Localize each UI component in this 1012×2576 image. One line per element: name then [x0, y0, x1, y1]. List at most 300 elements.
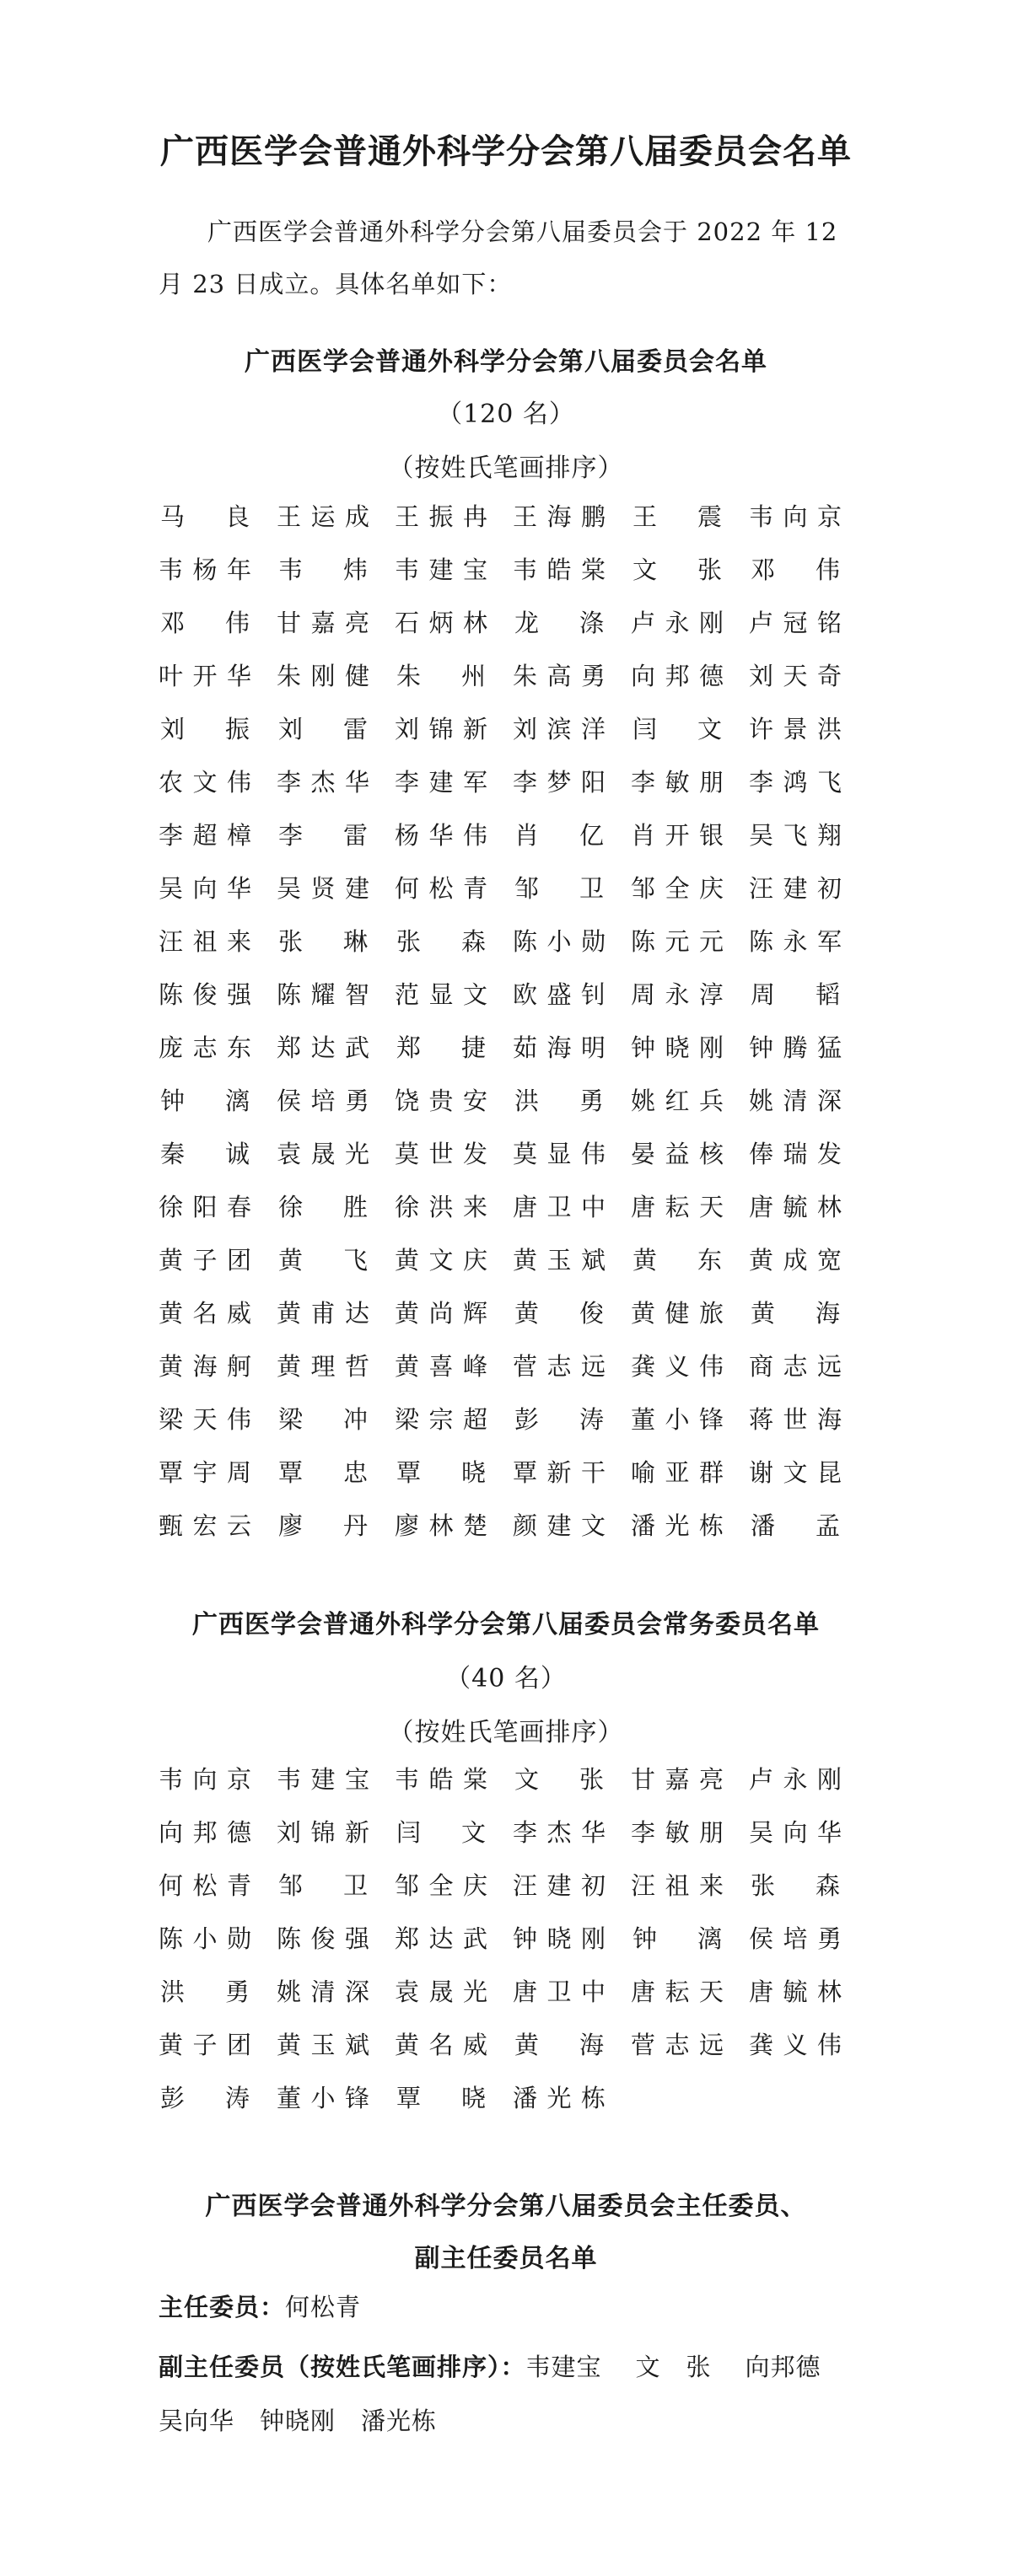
name-cell [277, 967, 395, 1020]
member-name: 卢 永 刚 [749, 1765, 842, 1794]
member-name: 张 森 [396, 927, 486, 956]
name-cell [749, 1073, 867, 1126]
member-name: 龙 涤 [514, 609, 604, 637]
member-name: 钟 漓 [632, 1924, 722, 1953]
name-cell [159, 1339, 277, 1392]
name-cell [631, 1445, 749, 1498]
member-name: 韦 杨 年 [159, 555, 251, 584]
member-name: 黄 喜 峰 [395, 1352, 487, 1381]
name-cell [395, 1498, 513, 1551]
member-name: 徐 胜 [278, 1193, 368, 1221]
standing-count: （40 名） [445, 1664, 567, 1693]
name-cell [513, 648, 631, 701]
member-name: 李 鸿 飞 [749, 768, 842, 797]
name-cell [513, 1392, 631, 1445]
standing-name-grid [159, 1752, 867, 2123]
name-cell [277, 1339, 395, 1392]
name-cell [631, 1964, 749, 2017]
member-name: 王 震 [632, 502, 722, 531]
member-name: 吴 贤 建 [277, 874, 369, 903]
standing-order-note: （按姓氏笔画排序） [388, 1718, 624, 1747]
name-cell [749, 861, 867, 914]
name-cell [631, 1126, 749, 1179]
name-cell [631, 967, 749, 1020]
member-name: 刘 锦 新 [395, 715, 487, 743]
vice-name: 韦建宝 [525, 2353, 602, 2381]
member-name: 卢 永 刚 [631, 609, 724, 637]
member-name: 潘 光 栋 [513, 2084, 606, 2112]
member-name: 韦 向 京 [159, 1765, 251, 1794]
member-name: 黄 玉 斌 [513, 1246, 606, 1275]
name-cell [749, 1498, 867, 1551]
chair-name: 何松青 [285, 2293, 362, 2321]
member-name: 汪 建 初 [513, 1871, 606, 1900]
member-name: 陈 俊 强 [159, 980, 251, 1009]
name-cell [631, 754, 749, 808]
name-cell [631, 808, 749, 861]
name-cell [513, 2017, 631, 2070]
member-name: 周 永 淳 [631, 980, 724, 1009]
member-name: 肖 亿 [514, 821, 604, 850]
name-cell [395, 2017, 513, 2070]
member-name: 龚 义 伟 [631, 1352, 724, 1381]
name-cell [159, 1020, 277, 1073]
name-cell [159, 648, 277, 701]
vice-name: 向邦德 [745, 2353, 821, 2381]
member-name: 李 敏 朋 [631, 768, 724, 797]
member-name: 闫 文 [632, 715, 722, 743]
name-cell [513, 1858, 631, 1911]
name-cell [749, 808, 867, 861]
name-cell [277, 1911, 395, 1964]
name-cell [513, 914, 631, 967]
name-cell [749, 648, 867, 701]
name-cell [513, 2070, 631, 2123]
member-name: 黄 甫 达 [277, 1299, 369, 1328]
name-cell [513, 1126, 631, 1179]
name-cell [631, 701, 749, 754]
name-cell [395, 1020, 513, 1073]
name-cell [277, 701, 395, 754]
name-cell [395, 967, 513, 1020]
committee-title: 广西医学会普通外科学分会第八届委员会名单 [245, 347, 767, 377]
name-cell [277, 1964, 395, 2017]
member-name: 喻 亚 群 [631, 1458, 724, 1487]
name-cell [749, 595, 867, 648]
member-name: 甘 嘉 亮 [277, 609, 369, 637]
name-cell [749, 754, 867, 808]
chair-line [159, 2289, 884, 2323]
chair-label: 主任委员： [159, 2293, 286, 2321]
name-cell [749, 1126, 867, 1179]
member-name: 董 小 锋 [277, 2084, 369, 2112]
member-name: 王 海 鹏 [513, 502, 606, 531]
name-cell [159, 2070, 277, 2123]
name-cell [513, 967, 631, 1020]
member-name: 菅 志 远 [513, 1352, 606, 1381]
member-name: 姚 清 深 [749, 1087, 842, 1115]
name-cell [513, 1498, 631, 1551]
member-name: 吴 飞 翔 [749, 821, 842, 850]
name-cell [395, 1964, 513, 2017]
name-cell [631, 1805, 749, 1858]
member-name: 陈 小 勋 [513, 927, 606, 956]
member-name: 陈 耀 智 [277, 980, 369, 1009]
member-name: 姚 红 兵 [631, 1087, 724, 1115]
name-cell [159, 1179, 277, 1232]
name-cell [277, 2070, 395, 2123]
name-cell [159, 1498, 277, 1551]
member-name: 汪 祖 来 [159, 927, 251, 956]
member-name: 梁 冲 [278, 1405, 368, 1434]
member-name: 唐 毓 林 [749, 1978, 842, 2006]
name-cell [159, 489, 277, 542]
name-cell [749, 1964, 867, 2017]
member-name: 马 良 [160, 502, 250, 531]
member-name: 黄 飞 [278, 1246, 368, 1275]
name-cell [749, 914, 867, 967]
member-name: 洪 勇 [514, 1087, 604, 1115]
standing-title: 广西医学会普通外科学分会第八届委员会常务委员名单 [192, 1610, 820, 1640]
member-name: 吴 向 华 [749, 1818, 842, 1847]
name-cell [631, 1752, 749, 1805]
name-cell [277, 1498, 395, 1551]
member-name: 黄 东 [632, 1246, 722, 1275]
name-cell [395, 1339, 513, 1392]
member-name: 李 超 樟 [159, 821, 251, 850]
member-name: 黄 玉 斌 [277, 2031, 369, 2059]
member-name: 李 梦 阳 [513, 768, 606, 797]
member-name: 韦 建 宝 [395, 555, 487, 584]
member-name: 文 张 [514, 1765, 604, 1794]
member-name: 邓 伟 [751, 555, 840, 584]
name-cell [395, 1445, 513, 1498]
name-cell [631, 1339, 749, 1392]
member-name: 陈 小 勋 [159, 1924, 251, 1953]
name-cell [159, 1964, 277, 2017]
name-cell [749, 1911, 867, 1964]
committee-name-grid [159, 489, 867, 1551]
member-name: 李 建 军 [395, 768, 487, 797]
member-name: 蒋 世 海 [749, 1405, 842, 1434]
name-cell [277, 914, 395, 967]
name-cell [277, 648, 395, 701]
member-name: 叶 开 华 [159, 662, 251, 690]
leaders-title-line2: 副主任委员名单 [414, 2244, 598, 2273]
member-name: 唐 卫 中 [513, 1193, 606, 1221]
member-name: 向 邦 德 [631, 662, 724, 690]
member-name: 袁 晟 光 [395, 1978, 487, 2006]
name-cell [631, 1911, 749, 1964]
name-cell [395, 861, 513, 914]
name-cell [513, 861, 631, 914]
name-cell [159, 542, 277, 595]
member-name: 颜 建 文 [513, 1511, 606, 1540]
name-cell [159, 701, 277, 754]
member-name: 文 张 [632, 555, 722, 584]
name-cell [159, 914, 277, 967]
member-name: 莫 显 伟 [513, 1140, 606, 1168]
member-name: 许 景 洪 [749, 715, 842, 743]
name-cell [513, 754, 631, 808]
name-cell [277, 1752, 395, 1805]
name-cell [749, 1179, 867, 1232]
name-cell [631, 489, 749, 542]
member-name: 徐 洪 来 [395, 1193, 487, 1221]
vice-name: 文 张 [635, 2353, 712, 2381]
member-name: 钟 腾 猛 [749, 1033, 842, 1062]
member-name: 黄 海 [514, 2031, 604, 2059]
committee-order-note: （按姓氏笔画排序） [388, 453, 624, 483]
member-name: 陈 元 元 [631, 927, 724, 956]
name-cell [513, 1445, 631, 1498]
member-name: 向 邦 德 [159, 1818, 251, 1847]
vice-chair-block [159, 2340, 884, 2448]
member-name: 郑 达 武 [395, 1924, 487, 1953]
name-cell [277, 542, 395, 595]
member-name: 欧 盛 钊 [513, 980, 606, 1009]
member-name: 潘 孟 [751, 1511, 840, 1540]
member-name: 何 松 青 [159, 1871, 251, 1900]
vice-name: 吴向华 [159, 2407, 235, 2435]
name-cell [631, 1232, 749, 1285]
member-name: 朱 州 [396, 662, 486, 690]
name-cell [395, 648, 513, 701]
name-cell [749, 1020, 867, 1073]
vice-name: 钟晓刚 [260, 2407, 336, 2435]
member-name: 黄 海 [751, 1299, 840, 1328]
name-cell [631, 542, 749, 595]
member-name: 吴 向 华 [159, 874, 251, 903]
name-cell [631, 914, 749, 967]
member-name: 龚 义 伟 [749, 2031, 842, 2059]
member-name: 韦 炜 [278, 555, 368, 584]
member-name: 唐 耘 天 [631, 1978, 724, 2006]
name-cell [513, 1752, 631, 1805]
member-name: 潘 光 栋 [631, 1511, 724, 1540]
name-cell [277, 808, 395, 861]
member-name: 梁 天 伟 [159, 1405, 251, 1434]
name-cell [277, 1858, 395, 1911]
name-cell [159, 1126, 277, 1179]
name-cell [159, 1805, 277, 1858]
name-cell [513, 1911, 631, 1964]
member-name: 彭 涛 [160, 2084, 250, 2112]
name-cell [749, 1285, 867, 1339]
member-name: 何 松 青 [395, 874, 487, 903]
member-name: 庞 志 东 [159, 1033, 251, 1062]
name-cell [277, 1285, 395, 1339]
member-name: 茹 海 明 [513, 1033, 606, 1062]
name-cell [395, 489, 513, 542]
member-name: 李 杰 华 [513, 1818, 606, 1847]
member-name: 唐 卫 中 [513, 1978, 606, 2006]
member-name: 石 炳 林 [395, 609, 487, 637]
name-cell [159, 1445, 277, 1498]
member-name: 秦 诚 [160, 1140, 250, 1168]
member-name: 黄 健 旅 [631, 1299, 724, 1328]
member-name: 陈 俊 强 [277, 1924, 369, 1953]
member-name: 钟 晓 刚 [513, 1924, 606, 1953]
name-cell [513, 1073, 631, 1126]
member-name: 莫 世 发 [395, 1140, 487, 1168]
name-cell [513, 701, 631, 754]
member-name: 黄 名 威 [395, 2031, 487, 2059]
name-cell [631, 1179, 749, 1232]
member-name: 刘 振 [160, 715, 250, 743]
member-name: 邓 伟 [160, 609, 250, 637]
member-name: 闫 文 [396, 1818, 486, 1847]
name-cell [631, 1392, 749, 1445]
member-name: 刘 滨 洋 [513, 715, 606, 743]
name-cell [395, 1392, 513, 1445]
member-name: 肖 开 银 [631, 821, 724, 850]
committee-count: （120 名） [437, 400, 575, 429]
name-cell [159, 861, 277, 914]
member-name: 彭 涛 [514, 1405, 604, 1434]
name-cell [395, 914, 513, 967]
name-cell [395, 1805, 513, 1858]
name-cell [631, 861, 749, 914]
name-cell [749, 701, 867, 754]
member-name: 甘 嘉 亮 [631, 1765, 724, 1794]
member-name: 洪 勇 [160, 1978, 250, 2006]
member-name: 覃 晓 [396, 2084, 486, 2112]
name-cell [395, 1179, 513, 1232]
member-name: 陈 永 军 [749, 927, 842, 956]
member-name: 韦 向 京 [749, 502, 842, 531]
name-cell [277, 1392, 395, 1445]
name-cell [395, 1232, 513, 1285]
name-cell [513, 1020, 631, 1073]
name-cell [277, 489, 395, 542]
member-name: 侯 培 勇 [749, 1924, 842, 1953]
name-cell [395, 1858, 513, 1911]
name-cell [513, 1964, 631, 2017]
name-cell [159, 754, 277, 808]
name-cell [395, 754, 513, 808]
member-name: 覃 晓 [396, 1458, 486, 1487]
name-cell [749, 2017, 867, 2070]
name-cell [395, 1752, 513, 1805]
name-cell [277, 2017, 395, 2070]
name-cell [395, 1911, 513, 1964]
vice-name: 潘光栋 [361, 2407, 438, 2435]
member-name: 韦 皓 棠 [395, 1765, 487, 1794]
member-name: 王 运 成 [277, 502, 369, 531]
name-cell [159, 1073, 277, 1126]
member-name: 农 文 伟 [159, 768, 251, 797]
member-name: 廖 丹 [278, 1511, 368, 1540]
name-cell [631, 1858, 749, 1911]
member-name: 杨 华 伟 [395, 821, 487, 850]
member-name: 侯 培 勇 [277, 1087, 369, 1115]
name-cell [159, 1858, 277, 1911]
name-cell [159, 2017, 277, 2070]
name-cell [159, 967, 277, 1020]
name-cell [513, 542, 631, 595]
name-cell [513, 808, 631, 861]
name-cell [277, 1805, 395, 1858]
member-name: 黄 海 舸 [159, 1352, 251, 1381]
name-cell [749, 1805, 867, 1858]
name-cell [513, 1285, 631, 1339]
member-name: 俸 瑞 发 [749, 1140, 842, 1168]
member-name: 卢 冠 铭 [749, 609, 842, 637]
name-cell [395, 542, 513, 595]
name-cell [631, 648, 749, 701]
name-cell [395, 2070, 513, 2123]
name-cell [277, 1445, 395, 1498]
member-name: 谢 文 昆 [749, 1458, 842, 1487]
vice-label: 副主任委员（按姓氏笔画排序）： [159, 2353, 526, 2381]
member-name: 邹 卫 [278, 1871, 368, 1900]
name-cell [277, 1179, 395, 1232]
member-name: 钟 漓 [160, 1087, 250, 1115]
member-name: 徐 阳 春 [159, 1193, 251, 1221]
leaders-title-line1: 广西医学会普通外科学分会第八届委员会主任委员、 [205, 2192, 807, 2221]
name-cell [749, 967, 867, 1020]
name-cell [749, 1445, 867, 1498]
member-name: 张 琳 [278, 927, 368, 956]
name-cell [513, 1805, 631, 1858]
member-name: 唐 毓 林 [749, 1193, 842, 1221]
member-name: 黄 俊 [514, 1299, 604, 1328]
member-name: 黄 成 宽 [749, 1246, 842, 1275]
name-cell [159, 595, 277, 648]
member-name: 黄 尚 辉 [395, 1299, 487, 1328]
name-cell [159, 1752, 277, 1805]
member-name: 汪 祖 来 [631, 1871, 724, 1900]
member-name: 唐 耘 天 [631, 1193, 724, 1221]
name-cell [631, 1498, 749, 1551]
name-cell [513, 1179, 631, 1232]
name-cell [749, 489, 867, 542]
name-cell [159, 1911, 277, 1964]
name-cell [277, 595, 395, 648]
name-cell [749, 1752, 867, 1805]
name-cell [749, 1858, 867, 1911]
member-name: 李 杰 华 [277, 768, 369, 797]
name-cell [395, 701, 513, 754]
member-name: 刘 锦 新 [277, 1818, 369, 1847]
member-name: 甄 宏 云 [159, 1511, 251, 1540]
member-name: 覃 新 干 [513, 1458, 606, 1487]
name-cell [395, 1073, 513, 1126]
name-cell [631, 2017, 749, 2070]
member-name: 王 振 冉 [395, 502, 487, 531]
member-name: 刘 雷 [278, 715, 368, 743]
member-name: 邹 全 庆 [395, 1871, 487, 1900]
member-name: 姚 清 深 [277, 1978, 369, 2006]
member-name: 黄 名 威 [159, 1299, 251, 1328]
member-name: 菅 志 远 [631, 2031, 724, 2059]
name-cell [159, 1392, 277, 1445]
name-cell [277, 1020, 395, 1073]
main-title: 广西医学会普通外科学分会第八届委员会名单 [160, 132, 852, 171]
member-name: 黄 理 哲 [277, 1352, 369, 1381]
member-name: 覃 宇 周 [159, 1458, 251, 1487]
member-name: 韦 皓 棠 [513, 555, 606, 584]
name-cell [749, 542, 867, 595]
name-cell [395, 595, 513, 648]
name-cell [513, 595, 631, 648]
member-name: 张 森 [751, 1871, 840, 1900]
member-name: 黄 文 庆 [395, 1246, 487, 1275]
name-cell [159, 1285, 277, 1339]
member-name: 汪 建 初 [749, 874, 842, 903]
name-cell [159, 808, 277, 861]
